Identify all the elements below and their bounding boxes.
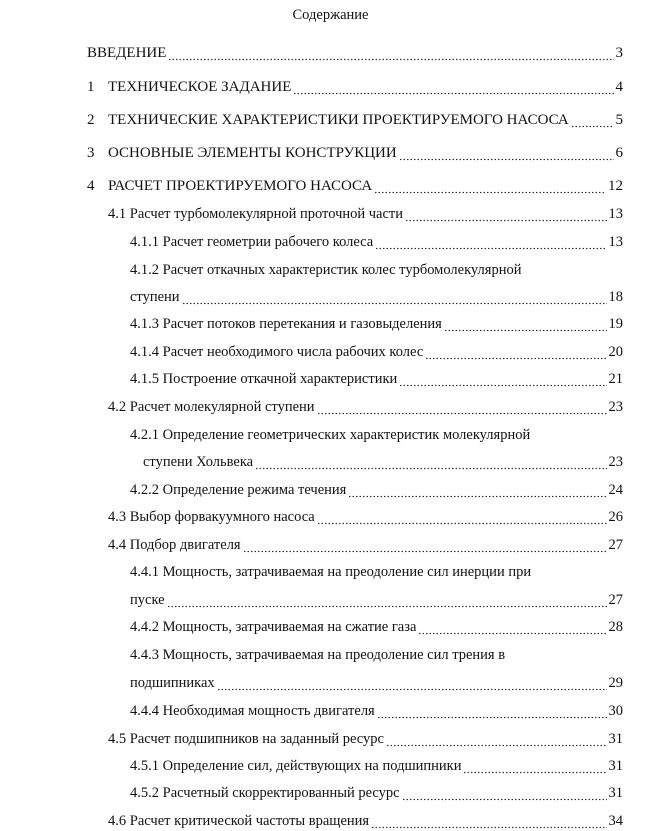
toc-entry[interactable] bbox=[130, 314, 623, 334]
leader-dots bbox=[418, 617, 606, 637]
page-number: 21 bbox=[608, 371, 623, 387]
toc-entry[interactable] bbox=[130, 590, 623, 610]
entry-text-continued: ступени bbox=[130, 289, 180, 305]
toc-entry[interactable] bbox=[108, 507, 623, 527]
leader-dots bbox=[293, 77, 613, 97]
entry-text: ТЕХНИЧЕСКИЕ ХАРАКТЕРИСТИКИ ПРОЕКТИРУЕМОГО НАСОСА bbox=[108, 112, 569, 128]
page-number: 26 bbox=[608, 509, 623, 525]
toc-entry[interactable] bbox=[130, 783, 623, 803]
leader-dots bbox=[374, 176, 606, 196]
leader-dots bbox=[168, 43, 613, 63]
toc-entry[interactable] bbox=[130, 701, 623, 721]
page-number: 24 bbox=[608, 482, 623, 498]
page-number: 31 bbox=[608, 758, 623, 774]
leader-dots bbox=[317, 507, 607, 527]
toc-entry[interactable] bbox=[108, 729, 623, 749]
page-number: 12 bbox=[608, 178, 623, 194]
leader-dots bbox=[463, 756, 606, 776]
toc-entry[interactable] bbox=[130, 480, 623, 500]
page-number: 18 bbox=[608, 289, 623, 305]
entry-text: 4.2.2 Определение режима течения bbox=[130, 482, 347, 498]
toc-entry[interactable] bbox=[87, 43, 623, 63]
toc-entry[interactable] bbox=[108, 535, 623, 555]
toc-entry[interactable] bbox=[87, 77, 623, 97]
page-number: 29 bbox=[608, 675, 623, 691]
entry-text: 4.1.5 Построение откачной характеристики bbox=[130, 371, 398, 387]
page-number: 27 bbox=[608, 537, 623, 553]
leader-dots bbox=[375, 232, 606, 252]
entry-text-continued: ступени Хольвека bbox=[143, 454, 254, 470]
page-number: 23 bbox=[608, 454, 623, 470]
toc-entry[interactable] bbox=[108, 811, 623, 831]
toc-entry[interactable] bbox=[108, 397, 623, 417]
entry-text: 4.1 Расчет турбомолекулярной проточной части bbox=[108, 206, 404, 222]
entry-text[interactable]: 4.2.1 Определение геометрических характеристик молекулярной bbox=[130, 427, 531, 443]
page-number: 3 bbox=[615, 45, 623, 61]
page-number: 13 bbox=[608, 206, 623, 222]
entry-text: 4.4.4 Необходимая мощность двигателя bbox=[130, 703, 375, 719]
toc-entry[interactable] bbox=[87, 143, 623, 163]
entry-text: ОСНОВНЫЕ ЭЛЕМЕНТЫ КОНСТРУКЦИИ bbox=[108, 145, 397, 161]
page-number: 34 bbox=[608, 813, 623, 829]
entry-text: 4.4.2 Мощность, затрачиваемая на сжатие газа bbox=[130, 619, 417, 635]
leader-dots bbox=[425, 342, 606, 362]
toc-entry[interactable] bbox=[130, 232, 623, 252]
leader-dots bbox=[386, 729, 607, 749]
page-number: 28 bbox=[608, 619, 623, 635]
leader-dots bbox=[217, 673, 607, 693]
page-number: 30 bbox=[608, 703, 623, 719]
entry-text: РАСЧЕТ ПРОЕКТИРУЕМОГО НАСОСА bbox=[108, 178, 373, 194]
leader-dots bbox=[317, 397, 607, 417]
entry-text-continued: пуске bbox=[130, 592, 165, 608]
leader-dots bbox=[167, 590, 607, 610]
entry-number: 2 bbox=[87, 112, 95, 128]
leader-dots bbox=[371, 811, 606, 831]
entry-number: 4 bbox=[87, 178, 95, 194]
page-number: 19 bbox=[608, 316, 623, 332]
page-number: 27 bbox=[608, 592, 623, 608]
toc-entry[interactable] bbox=[130, 756, 623, 776]
entry-text: 4.5 Расчет подшипников на заданный ресурс bbox=[108, 731, 384, 747]
leader-dots bbox=[255, 452, 606, 472]
entry-text: 4.2 Расчет молекулярной ступени bbox=[108, 399, 315, 415]
toc-entry[interactable] bbox=[87, 110, 623, 130]
leader-dots bbox=[405, 204, 606, 224]
leader-dots bbox=[399, 369, 606, 389]
leader-dots bbox=[571, 110, 614, 130]
entry-text: 4.3 Выбор форвакуумного насоса bbox=[108, 509, 315, 525]
toc-entry[interactable] bbox=[143, 452, 623, 472]
entry-text: 4.4 Подбор двигателя bbox=[108, 537, 241, 553]
leader-dots bbox=[402, 783, 607, 803]
leader-dots bbox=[377, 701, 607, 721]
entry-text: 4.5.2 Расчетный скорректированный ресурс bbox=[130, 785, 400, 801]
page-number: 5 bbox=[615, 112, 623, 128]
leader-dots bbox=[348, 480, 606, 500]
toc-entry[interactable] bbox=[130, 369, 623, 389]
entry-text: 4.6 Расчет критической частоты вращения bbox=[108, 813, 370, 829]
entry-text: 4.1.4 Расчет необходимого числа рабочих колес bbox=[130, 344, 424, 360]
entry-text[interactable]: 4.1.2 Расчет откачных характеристик колес турбомолекулярной bbox=[130, 262, 522, 278]
entry-text: ТЕХНИЧЕСКОЕ ЗАДАНИЕ bbox=[108, 79, 292, 95]
leader-dots bbox=[399, 143, 614, 163]
toc-entry[interactable] bbox=[87, 176, 623, 196]
entry-text[interactable]: 4.4.1 Мощность, затрачиваемая на преодоление сил инерции при bbox=[130, 564, 532, 580]
toc-entry[interactable] bbox=[130, 673, 623, 693]
page-number: 13 bbox=[608, 234, 623, 250]
page-number: 23 bbox=[608, 399, 623, 415]
toc-entry[interactable] bbox=[108, 204, 623, 224]
entry-text: 4.5.1 Определение сил, действующих на подшипники bbox=[130, 758, 462, 774]
entry-number: 1 bbox=[87, 79, 95, 95]
entry-text: 4.1.3 Расчет потоков перетекания и газовыделения bbox=[130, 316, 442, 332]
leader-dots bbox=[444, 314, 607, 334]
leader-dots bbox=[243, 535, 607, 555]
entry-text[interactable]: 4.4.3 Мощность, затрачиваемая на преодоление сил трения в bbox=[130, 647, 506, 663]
toc-entry[interactable] bbox=[130, 617, 623, 637]
page-number: 4 bbox=[615, 79, 623, 95]
toc-entry[interactable] bbox=[130, 342, 623, 362]
entry-text-continued: подшипниках bbox=[130, 675, 215, 691]
page-number: 6 bbox=[615, 145, 623, 161]
page-number: 31 bbox=[608, 731, 623, 747]
entry-number: 3 bbox=[87, 145, 95, 161]
entry-text: ВВЕДЕНИЕ bbox=[87, 45, 167, 61]
toc-title: Содержание bbox=[292, 7, 369, 23]
leader-dots bbox=[182, 287, 607, 307]
toc-entry[interactable] bbox=[130, 287, 623, 307]
page-number: 31 bbox=[608, 785, 623, 801]
page-number: 20 bbox=[608, 344, 623, 360]
entry-text: 4.1.1 Расчет геометрии рабочего колеса bbox=[130, 234, 374, 250]
